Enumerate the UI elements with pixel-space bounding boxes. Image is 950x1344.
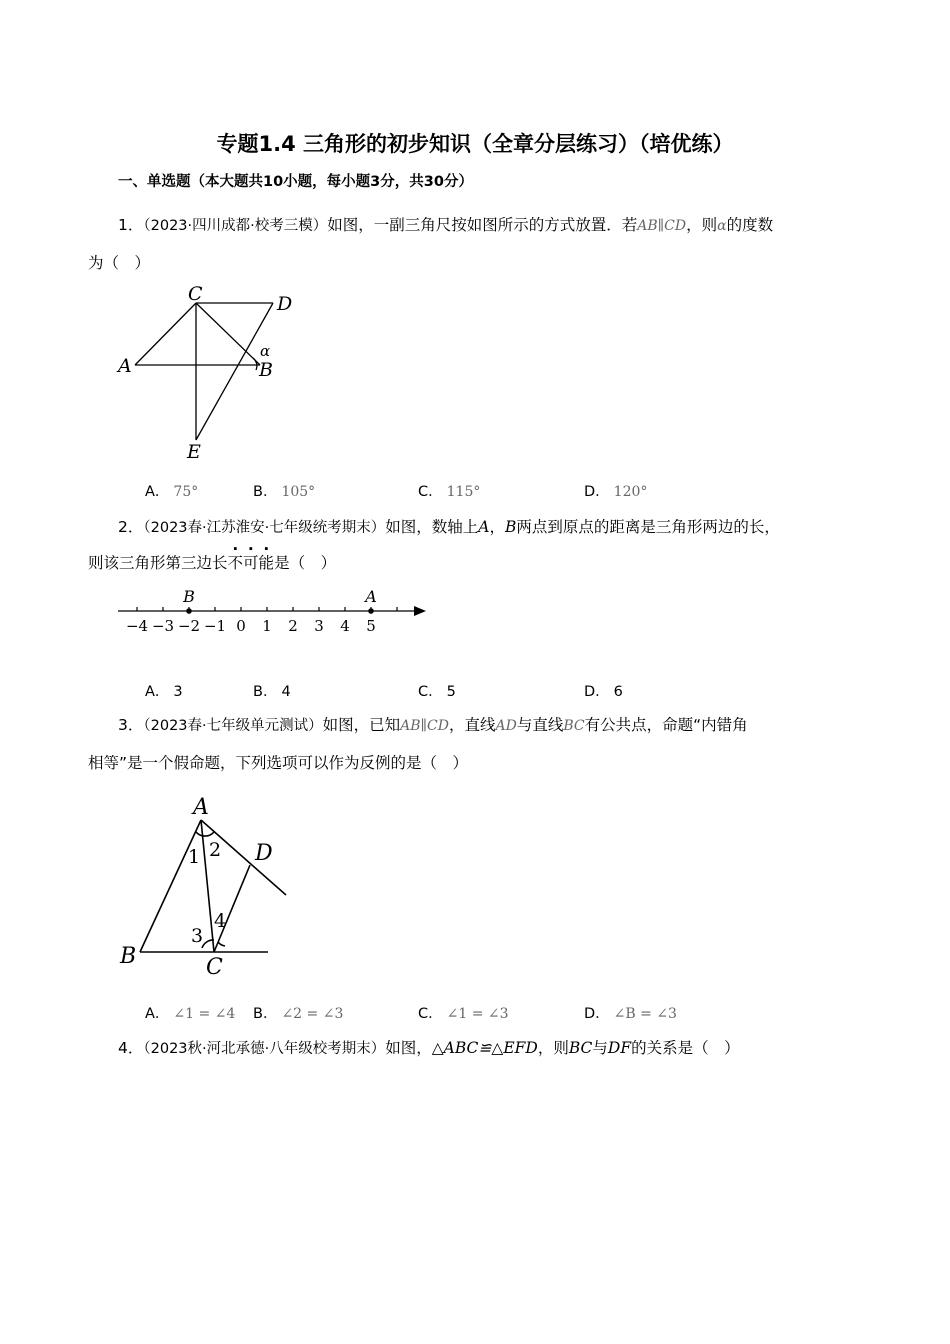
option-b[interactable] bbox=[253, 1002, 343, 1023]
label-B: B bbox=[259, 359, 273, 381]
label-D: D bbox=[277, 293, 293, 315]
option-value: 105° bbox=[281, 484, 316, 500]
option-letter: D． bbox=[584, 684, 610, 700]
option-letter: C． bbox=[418, 1006, 443, 1022]
option-value: ∠1 = ∠4 bbox=[173, 1006, 236, 1022]
question-text: 如图， bbox=[385, 1039, 432, 1057]
option-value: 115° bbox=[446, 484, 481, 500]
option-c[interactable] bbox=[418, 680, 456, 701]
label-A: A bbox=[118, 355, 132, 377]
option-letter: A． bbox=[145, 484, 170, 500]
math-expression: △ABC≌△EFD bbox=[431, 1039, 538, 1057]
option-d[interactable] bbox=[584, 1002, 677, 1023]
question-text: ，则 bbox=[686, 216, 718, 234]
option-d[interactable] bbox=[584, 680, 623, 701]
label-D: D bbox=[255, 841, 273, 866]
question-text: 与 bbox=[592, 1039, 608, 1057]
option-c[interactable] bbox=[418, 1002, 509, 1023]
option-value: ∠2 = ∠3 bbox=[281, 1006, 344, 1022]
emphasis-text: 不 bbox=[227, 554, 244, 572]
question-4-line-1 bbox=[118, 1037, 740, 1060]
question-text: 如图，已知 bbox=[322, 716, 401, 734]
option-value: ∠1 = ∠3 bbox=[446, 1006, 509, 1022]
emphasis-text: 可 bbox=[243, 554, 259, 572]
question-3-line-2: 相等”是一个假命题，下列选项可以作为反例的是（ ） bbox=[88, 754, 469, 772]
question-text: 两点到原点的距离是三角形两边的长， bbox=[516, 518, 780, 536]
math-expression: BC bbox=[568, 1039, 593, 1057]
label-A: A bbox=[193, 795, 209, 820]
math-expression: AD bbox=[495, 718, 517, 734]
option-a[interactable] bbox=[145, 680, 183, 701]
option-value: 4 bbox=[281, 684, 291, 700]
question-source: （2023春·七年级单元测试） bbox=[143, 718, 323, 734]
option-b[interactable] bbox=[253, 680, 291, 701]
axis-tick-label: −2 bbox=[177, 617, 201, 635]
point-B-dot bbox=[186, 608, 192, 614]
point-A-dot bbox=[368, 608, 374, 614]
option-c[interactable] bbox=[418, 480, 480, 501]
question-source: （2023秋·河北承德·八年级校考期末） bbox=[143, 1041, 386, 1057]
option-a[interactable] bbox=[145, 1002, 235, 1023]
parallel-lines-figure bbox=[110, 790, 310, 985]
axis-tick-label: 0 bbox=[236, 617, 246, 635]
label-E: E bbox=[187, 441, 201, 463]
section-heading: 一、单选题（本大题共10小题，每小题3分，共30分） bbox=[118, 174, 473, 190]
question-2-line-2 bbox=[88, 552, 336, 574]
axis-tick-label: −3 bbox=[151, 617, 175, 635]
option-value: 5 bbox=[446, 684, 456, 700]
question-number: 4． bbox=[118, 1039, 144, 1057]
option-a[interactable] bbox=[145, 480, 198, 501]
axis-tick-label: 3 bbox=[314, 617, 324, 635]
point-A-label: A bbox=[365, 587, 377, 606]
option-d[interactable] bbox=[584, 480, 647, 501]
option-letter: A． bbox=[145, 1006, 170, 1022]
axis-tick-label: 4 bbox=[340, 617, 350, 635]
option-letter: C． bbox=[418, 684, 443, 700]
option-value: ∠B = ∠3 bbox=[613, 1006, 677, 1022]
option-value: 6 bbox=[613, 684, 623, 700]
question-number: 1． bbox=[118, 216, 144, 234]
label-2: 2 bbox=[209, 839, 222, 861]
question-text: 如图，一副三角尺按如图所示的方式放置．若 bbox=[327, 216, 638, 234]
option-b[interactable] bbox=[253, 480, 315, 501]
question-text: 则该三角形第三边长 bbox=[88, 554, 228, 572]
option-value: 3 bbox=[173, 684, 183, 700]
math-expression: α bbox=[717, 218, 727, 234]
option-value: 120° bbox=[613, 484, 648, 500]
axis-tick-label: −1 bbox=[203, 617, 227, 635]
math-expression: AB∥CD bbox=[400, 718, 449, 734]
label-C: C bbox=[206, 955, 223, 980]
question-text: 是（ ） bbox=[274, 554, 337, 572]
question-2-line-1 bbox=[118, 516, 780, 539]
label-B: B bbox=[120, 944, 137, 969]
emphasis-text: 能 bbox=[258, 554, 275, 572]
math-expression: BC bbox=[563, 718, 585, 734]
question-3-line-1 bbox=[118, 714, 748, 737]
label-alpha: α bbox=[260, 342, 271, 360]
math-expression: B bbox=[504, 518, 517, 536]
option-letter: D． bbox=[584, 484, 610, 500]
question-text: 与直线 bbox=[516, 716, 564, 734]
question-text: ， bbox=[489, 518, 505, 536]
option-letter: B． bbox=[253, 1006, 278, 1022]
axis-tick-label: 2 bbox=[288, 617, 298, 635]
label-4: 4 bbox=[214, 910, 227, 932]
triangle-rulers-figure bbox=[110, 280, 320, 465]
question-1-line-1 bbox=[118, 214, 773, 237]
page-title: 专题1.4 三角形的初步知识（全章分层练习）（培优练） bbox=[216, 132, 734, 156]
point-B-label: B bbox=[183, 587, 195, 606]
question-1-line-2: 为（ ） bbox=[88, 254, 151, 272]
math-expression: A bbox=[478, 518, 490, 536]
question-text: 有公共点，命题“内错角 bbox=[584, 716, 748, 734]
option-letter: B． bbox=[253, 684, 278, 700]
number-line-figure bbox=[110, 585, 440, 640]
label-3: 3 bbox=[191, 925, 204, 947]
question-number: 2． bbox=[118, 518, 144, 536]
question-text: ，直线 bbox=[448, 716, 496, 734]
label-1: 1 bbox=[188, 846, 201, 868]
math-expression: DF bbox=[607, 1039, 632, 1057]
question-text: 的关系是（ ） bbox=[631, 1039, 740, 1057]
option-value: 75° bbox=[173, 484, 199, 500]
option-letter: A． bbox=[145, 684, 170, 700]
question-number: 3． bbox=[118, 716, 144, 734]
axis-arrow-icon bbox=[414, 606, 426, 616]
axis-tick-label: −4 bbox=[125, 617, 149, 635]
axis-tick-label: 1 bbox=[262, 617, 272, 635]
option-letter: D． bbox=[584, 1006, 610, 1022]
question-text: ，则 bbox=[537, 1039, 569, 1057]
option-letter: C． bbox=[418, 484, 443, 500]
option-letter: B． bbox=[253, 484, 278, 500]
label-C: C bbox=[188, 283, 203, 305]
question-source: （2023·四川成都·校考三模） bbox=[143, 218, 328, 234]
math-expression: AB∥CD bbox=[637, 218, 687, 234]
question-source: （2023春·江苏淮安·七年级统考期末） bbox=[143, 520, 386, 536]
question-text: 如图，数轴上 bbox=[385, 518, 479, 536]
question-text: 的度数 bbox=[726, 216, 774, 234]
axis-tick-label: 5 bbox=[366, 617, 376, 635]
